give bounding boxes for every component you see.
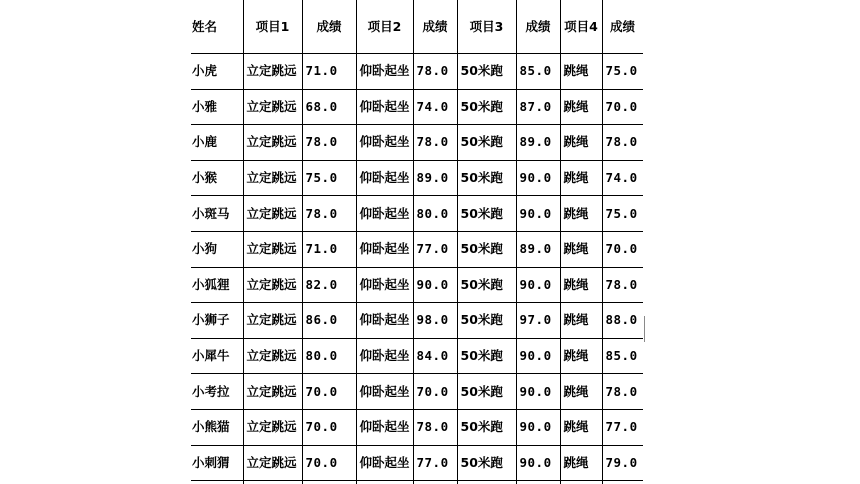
table-row: [191, 481, 643, 484]
table-row: [191, 54, 643, 90]
cell-score1[interactable]: 71.0: [302, 54, 356, 90]
header-score4[interactable]: 成绩: [602, 0, 643, 54]
cell-score4[interactable]: 78.0: [602, 374, 643, 410]
cell-score2[interactable]: 70.0: [413, 374, 457, 410]
cell-item4[interactable]: 跳绳: [560, 54, 602, 90]
cell-score3[interactable]: 97.0: [516, 303, 560, 339]
header-score3[interactable]: 成绩: [516, 0, 560, 54]
cell-item2[interactable]: 仰卧起坐: [356, 54, 413, 90]
cell-score4[interactable]: 78.0: [602, 267, 643, 303]
cell-item4[interactable]: 跳绳: [560, 303, 602, 339]
cell-name[interactable]: 小斑马: [191, 196, 243, 232]
table-row: [191, 267, 643, 303]
cell-score3[interactable]: 90.0: [516, 374, 560, 410]
cell-item3[interactable]: 50米跑: [457, 267, 516, 303]
cell-score2[interactable]: 78.0: [413, 409, 457, 445]
cell-item1[interactable]: 立定跳远: [243, 338, 302, 374]
cell-score4[interactable]: 74.0: [602, 160, 643, 196]
cell-score1[interactable]: 70.0: [302, 374, 356, 410]
cell-item2[interactable]: 仰卧起坐: [356, 267, 413, 303]
table-row: [191, 125, 643, 161]
cell-score1[interactable]: 70.0: [302, 409, 356, 445]
header-item3[interactable]: 项目3: [457, 0, 516, 54]
header-name[interactable]: 姓名: [191, 0, 243, 54]
cell-item3[interactable]: 50米跑: [457, 303, 516, 339]
cell-score1[interactable]: 70.0: [302, 445, 356, 481]
cell-item2[interactable]: 仰卧起坐: [356, 160, 413, 196]
cell-item1[interactable]: [243, 481, 302, 484]
cell-score2[interactable]: 98.0: [413, 303, 457, 339]
cell-score2[interactable]: 84.0: [413, 338, 457, 374]
cell-score2[interactable]: 78.0: [413, 54, 457, 90]
cell-score2[interactable]: 78.0: [413, 125, 457, 161]
cell-score3[interactable]: 90.0: [516, 445, 560, 481]
cell-item4[interactable]: 跳绳: [560, 125, 602, 161]
cell-item1[interactable]: 立定跳远: [243, 445, 302, 481]
cell-item1[interactable]: 立定跳远: [243, 89, 302, 125]
header-score2[interactable]: 成绩: [413, 0, 457, 54]
cell-item2[interactable]: 仰卧起坐: [356, 125, 413, 161]
cell-score3[interactable]: 89.0: [516, 125, 560, 161]
cell-item3[interactable]: 50米跑: [457, 54, 516, 90]
cell-item2[interactable]: 仰卧起坐: [356, 409, 413, 445]
table-row: [191, 445, 643, 481]
table-row: [191, 409, 643, 445]
header-item4[interactable]: 项目4: [560, 0, 602, 54]
cell-score4[interactable]: 75.0: [602, 196, 643, 232]
cell-item1[interactable]: 立定跳远: [243, 231, 302, 267]
cell-score2[interactable]: 80.0: [413, 196, 457, 232]
cell-item4[interactable]: 跳绳: [560, 409, 602, 445]
cell-item2[interactable]: 仰卧起坐: [356, 196, 413, 232]
cell-item3[interactable]: 50米跑: [457, 125, 516, 161]
cell-item3[interactable]: 50米跑: [457, 374, 516, 410]
cell-item3[interactable]: 50米跑: [457, 89, 516, 125]
cell-score3[interactable]: 90.0: [516, 160, 560, 196]
cell-score1[interactable]: 80.0: [302, 338, 356, 374]
cell-name[interactable]: 小熊猫: [191, 409, 243, 445]
cell-item3[interactable]: 50米跑: [457, 445, 516, 481]
cell-score2[interactable]: 89.0: [413, 160, 457, 196]
cell-score4[interactable]: 70.0: [602, 231, 643, 267]
cell-item4[interactable]: 跳绳: [560, 338, 602, 374]
cell-score3[interactable]: 87.0: [516, 89, 560, 125]
cell-name[interactable]: 小雅: [191, 89, 243, 125]
cell-score4[interactable]: 88.0: [602, 303, 643, 339]
table-row: [191, 303, 643, 339]
cell-item2[interactable]: 仰卧起坐: [356, 89, 413, 125]
table-row: [191, 160, 643, 196]
cell-item3[interactable]: 50米跑: [457, 409, 516, 445]
cell-name[interactable]: 小狐狸: [191, 267, 243, 303]
cell-score3[interactable]: [516, 481, 560, 484]
cell-item2[interactable]: 仰卧起坐: [356, 374, 413, 410]
cell-item4[interactable]: 跳绳: [560, 231, 602, 267]
header-item2[interactable]: 项目2: [356, 0, 413, 54]
cell-score4[interactable]: 79.0: [602, 445, 643, 481]
cell-name[interactable]: 小鹿: [191, 125, 243, 161]
cell-score4[interactable]: 77.0: [602, 409, 643, 445]
table-row: [191, 374, 643, 410]
cell-item1[interactable]: 立定跳远: [243, 267, 302, 303]
cell-score4[interactable]: 70.0: [602, 89, 643, 125]
cell-name[interactable]: 小犀牛: [191, 338, 243, 374]
cell-score3[interactable]: 85.0: [516, 54, 560, 90]
table-row: [191, 231, 643, 267]
cell-item1[interactable]: 立定跳远: [243, 125, 302, 161]
cell-item3[interactable]: 50米跑: [457, 338, 516, 374]
cell-score3[interactable]: 90.0: [516, 338, 560, 374]
cell-score1[interactable]: 68.0: [302, 89, 356, 125]
cell-item2[interactable]: 仰卧起坐: [356, 338, 413, 374]
cell-item1[interactable]: 立定跳远: [243, 374, 302, 410]
cell-score1[interactable]: 82.0: [302, 267, 356, 303]
cell-name[interactable]: 小考拉: [191, 374, 243, 410]
cell-score2[interactable]: 77.0: [413, 445, 457, 481]
cell-item3[interactable]: 50米跑: [457, 231, 516, 267]
header-item1[interactable]: 项目1: [243, 0, 302, 54]
score-table: [191, 0, 643, 484]
cell-item4[interactable]: 跳绳: [560, 196, 602, 232]
table-row: [191, 196, 643, 232]
header-score1[interactable]: 成绩: [302, 0, 356, 54]
cell-score4[interactable]: 78.0: [602, 125, 643, 161]
cell-item3[interactable]: 50米跑: [457, 196, 516, 232]
table-row: [191, 89, 643, 125]
cell-score3[interactable]: 89.0: [516, 231, 560, 267]
cell-item4[interactable]: 跳绳: [560, 374, 602, 410]
cell-name[interactable]: 小狗: [191, 231, 243, 267]
cell-score1[interactable]: 86.0: [302, 303, 356, 339]
cell-name[interactable]: [191, 481, 243, 484]
cell-score4[interactable]: 75.0: [602, 54, 643, 90]
score-sheet: [191, 0, 643, 484]
cell-score4[interactable]: [602, 481, 643, 484]
cell-item1[interactable]: 立定跳远: [243, 54, 302, 90]
table-row: [191, 338, 643, 374]
cell-score1[interactable]: 75.0: [302, 160, 356, 196]
cell-score1[interactable]: 78.0: [302, 196, 356, 232]
cell-score3[interactable]: 90.0: [516, 409, 560, 445]
cell-item3[interactable]: 50米跑: [457, 160, 516, 196]
cell-score2[interactable]: 74.0: [413, 89, 457, 125]
cell-item1[interactable]: 立定跳远: [243, 160, 302, 196]
cell-score2[interactable]: 77.0: [413, 231, 457, 267]
cell-score1[interactable]: 78.0: [302, 125, 356, 161]
cell-item1[interactable]: 立定跳远: [243, 409, 302, 445]
cell-score3[interactable]: 90.0: [516, 196, 560, 232]
cell-item1[interactable]: 立定跳远: [243, 303, 302, 339]
cell-score1[interactable]: 71.0: [302, 231, 356, 267]
cell-score4[interactable]: 85.0: [602, 338, 643, 374]
cell-name[interactable]: 小狮子: [191, 303, 243, 339]
cell-item2[interactable]: 仰卧起坐: [356, 231, 413, 267]
cell-item2[interactable]: 仰卧起坐: [356, 303, 413, 339]
cell-item4[interactable]: 跳绳: [560, 445, 602, 481]
cell-item3[interactable]: [457, 481, 516, 484]
cell-name[interactable]: 小虎: [191, 54, 243, 90]
cell-item2[interactable]: [356, 481, 413, 484]
cell-score2[interactable]: 90.0: [413, 267, 457, 303]
cell-item4[interactable]: 跳绳: [560, 160, 602, 196]
cell-score1[interactable]: [302, 481, 356, 484]
cell-cursor-mark: [644, 316, 645, 342]
header-row: [191, 0, 643, 54]
cell-item1[interactable]: 立定跳远: [243, 196, 302, 232]
cell-item4[interactable]: [560, 481, 602, 484]
cell-score3[interactable]: 90.0: [516, 267, 560, 303]
cell-item4[interactable]: 跳绳: [560, 89, 602, 125]
cell-item4[interactable]: 跳绳: [560, 267, 602, 303]
cell-score2[interactable]: [413, 481, 457, 484]
cell-name[interactable]: 小刺猬: [191, 445, 243, 481]
cell-name[interactable]: 小猴: [191, 160, 243, 196]
cell-item2[interactable]: 仰卧起坐: [356, 445, 413, 481]
